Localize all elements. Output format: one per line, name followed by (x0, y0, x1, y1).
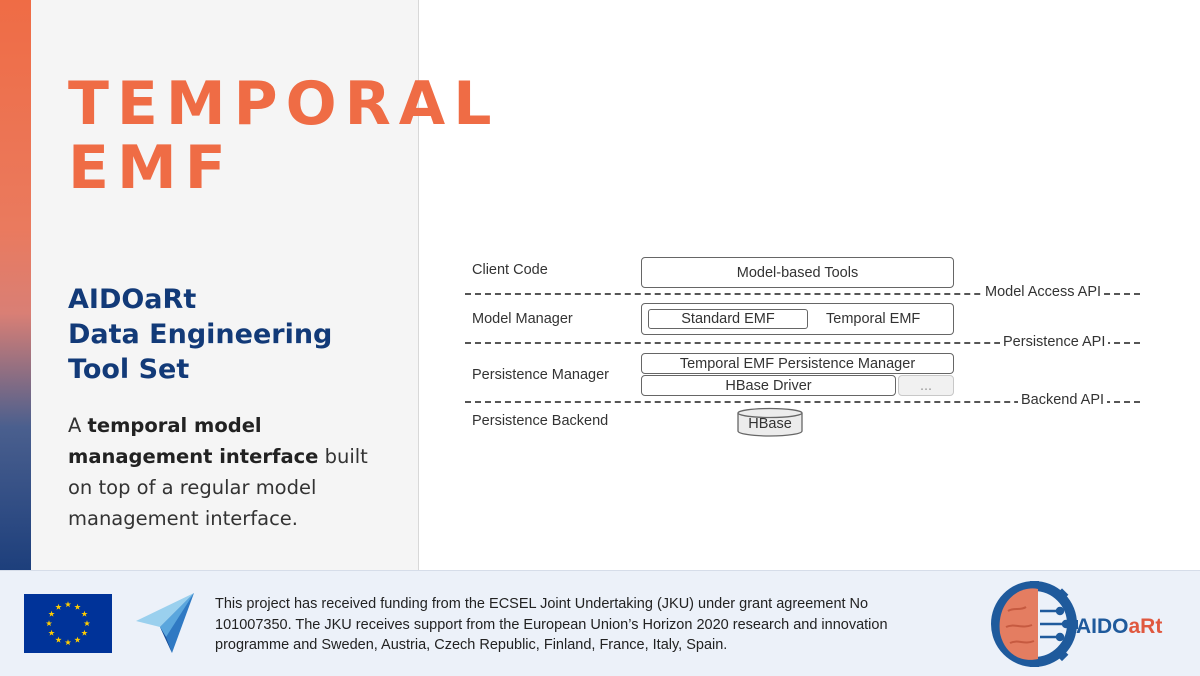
logo-text-art: aRt (1128, 615, 1163, 638)
svg-text:AIDOaRt (1076, 615, 1162, 638)
api-label-backend: Backend API (1018, 392, 1107, 408)
desc-text-1: A (68, 414, 88, 437)
layer-label-model-manager: Model Manager (472, 311, 573, 327)
layer-label-persistence-manager: Persistence Manager (472, 367, 610, 383)
desc-text-2: built on top of a regular model management interface. (68, 445, 368, 530)
label-hbase: HBase (748, 416, 792, 432)
page-title (68, 69, 500, 203)
title-line-2: EMF (68, 133, 234, 203)
layer-label-persistence-backend: Persistence Backend (472, 413, 609, 429)
box-model-manager (641, 303, 954, 335)
api-label-model-access: Model Access API (982, 284, 1104, 300)
eu-flag-icon (24, 594, 112, 653)
layer-label-client-code: Client Code (472, 262, 548, 278)
box-model-based-tools: Model-based Tools (641, 257, 954, 288)
box-standard-emf: Standard EMF (648, 309, 808, 329)
footer (0, 570, 1200, 676)
accent-bar (0, 0, 31, 570)
jku-paper-plane-icon (132, 591, 196, 655)
api-label-persistence: Persistence API (1000, 334, 1108, 350)
architecture-diagram (460, 240, 1160, 450)
title-line-1: TEMPORAL (68, 69, 500, 139)
description (68, 410, 368, 534)
box-temporal-emf-persistence-manager: Temporal EMF Persistence Manager (641, 353, 954, 374)
logo-text-aido: AIDO (1076, 615, 1129, 638)
funding-text: This project has received funding from the ECSEL Joint Undertaking (JKU) under grant agreement No 101007350. The JKU receives support from the European Union’s Horizon 2020 research and innovation programme and Sweden, Austria, Czech Republic, Finland, France, Italy, Spain. (215, 596, 888, 653)
subtitle-line-2: Data Engineering (68, 319, 333, 350)
subtitle-line-1: AIDOaRt (68, 284, 197, 315)
aidoart-logo (990, 581, 1180, 667)
desc-bold-text: temporal model management interface (68, 414, 319, 468)
subtitle-line-3: Tool Set (68, 354, 190, 385)
box-hbase-driver: HBase Driver (641, 375, 896, 396)
box-other-driver: ... (898, 375, 954, 396)
subtitle (68, 282, 332, 387)
label-temporal-emf: Temporal EMF (826, 311, 921, 327)
